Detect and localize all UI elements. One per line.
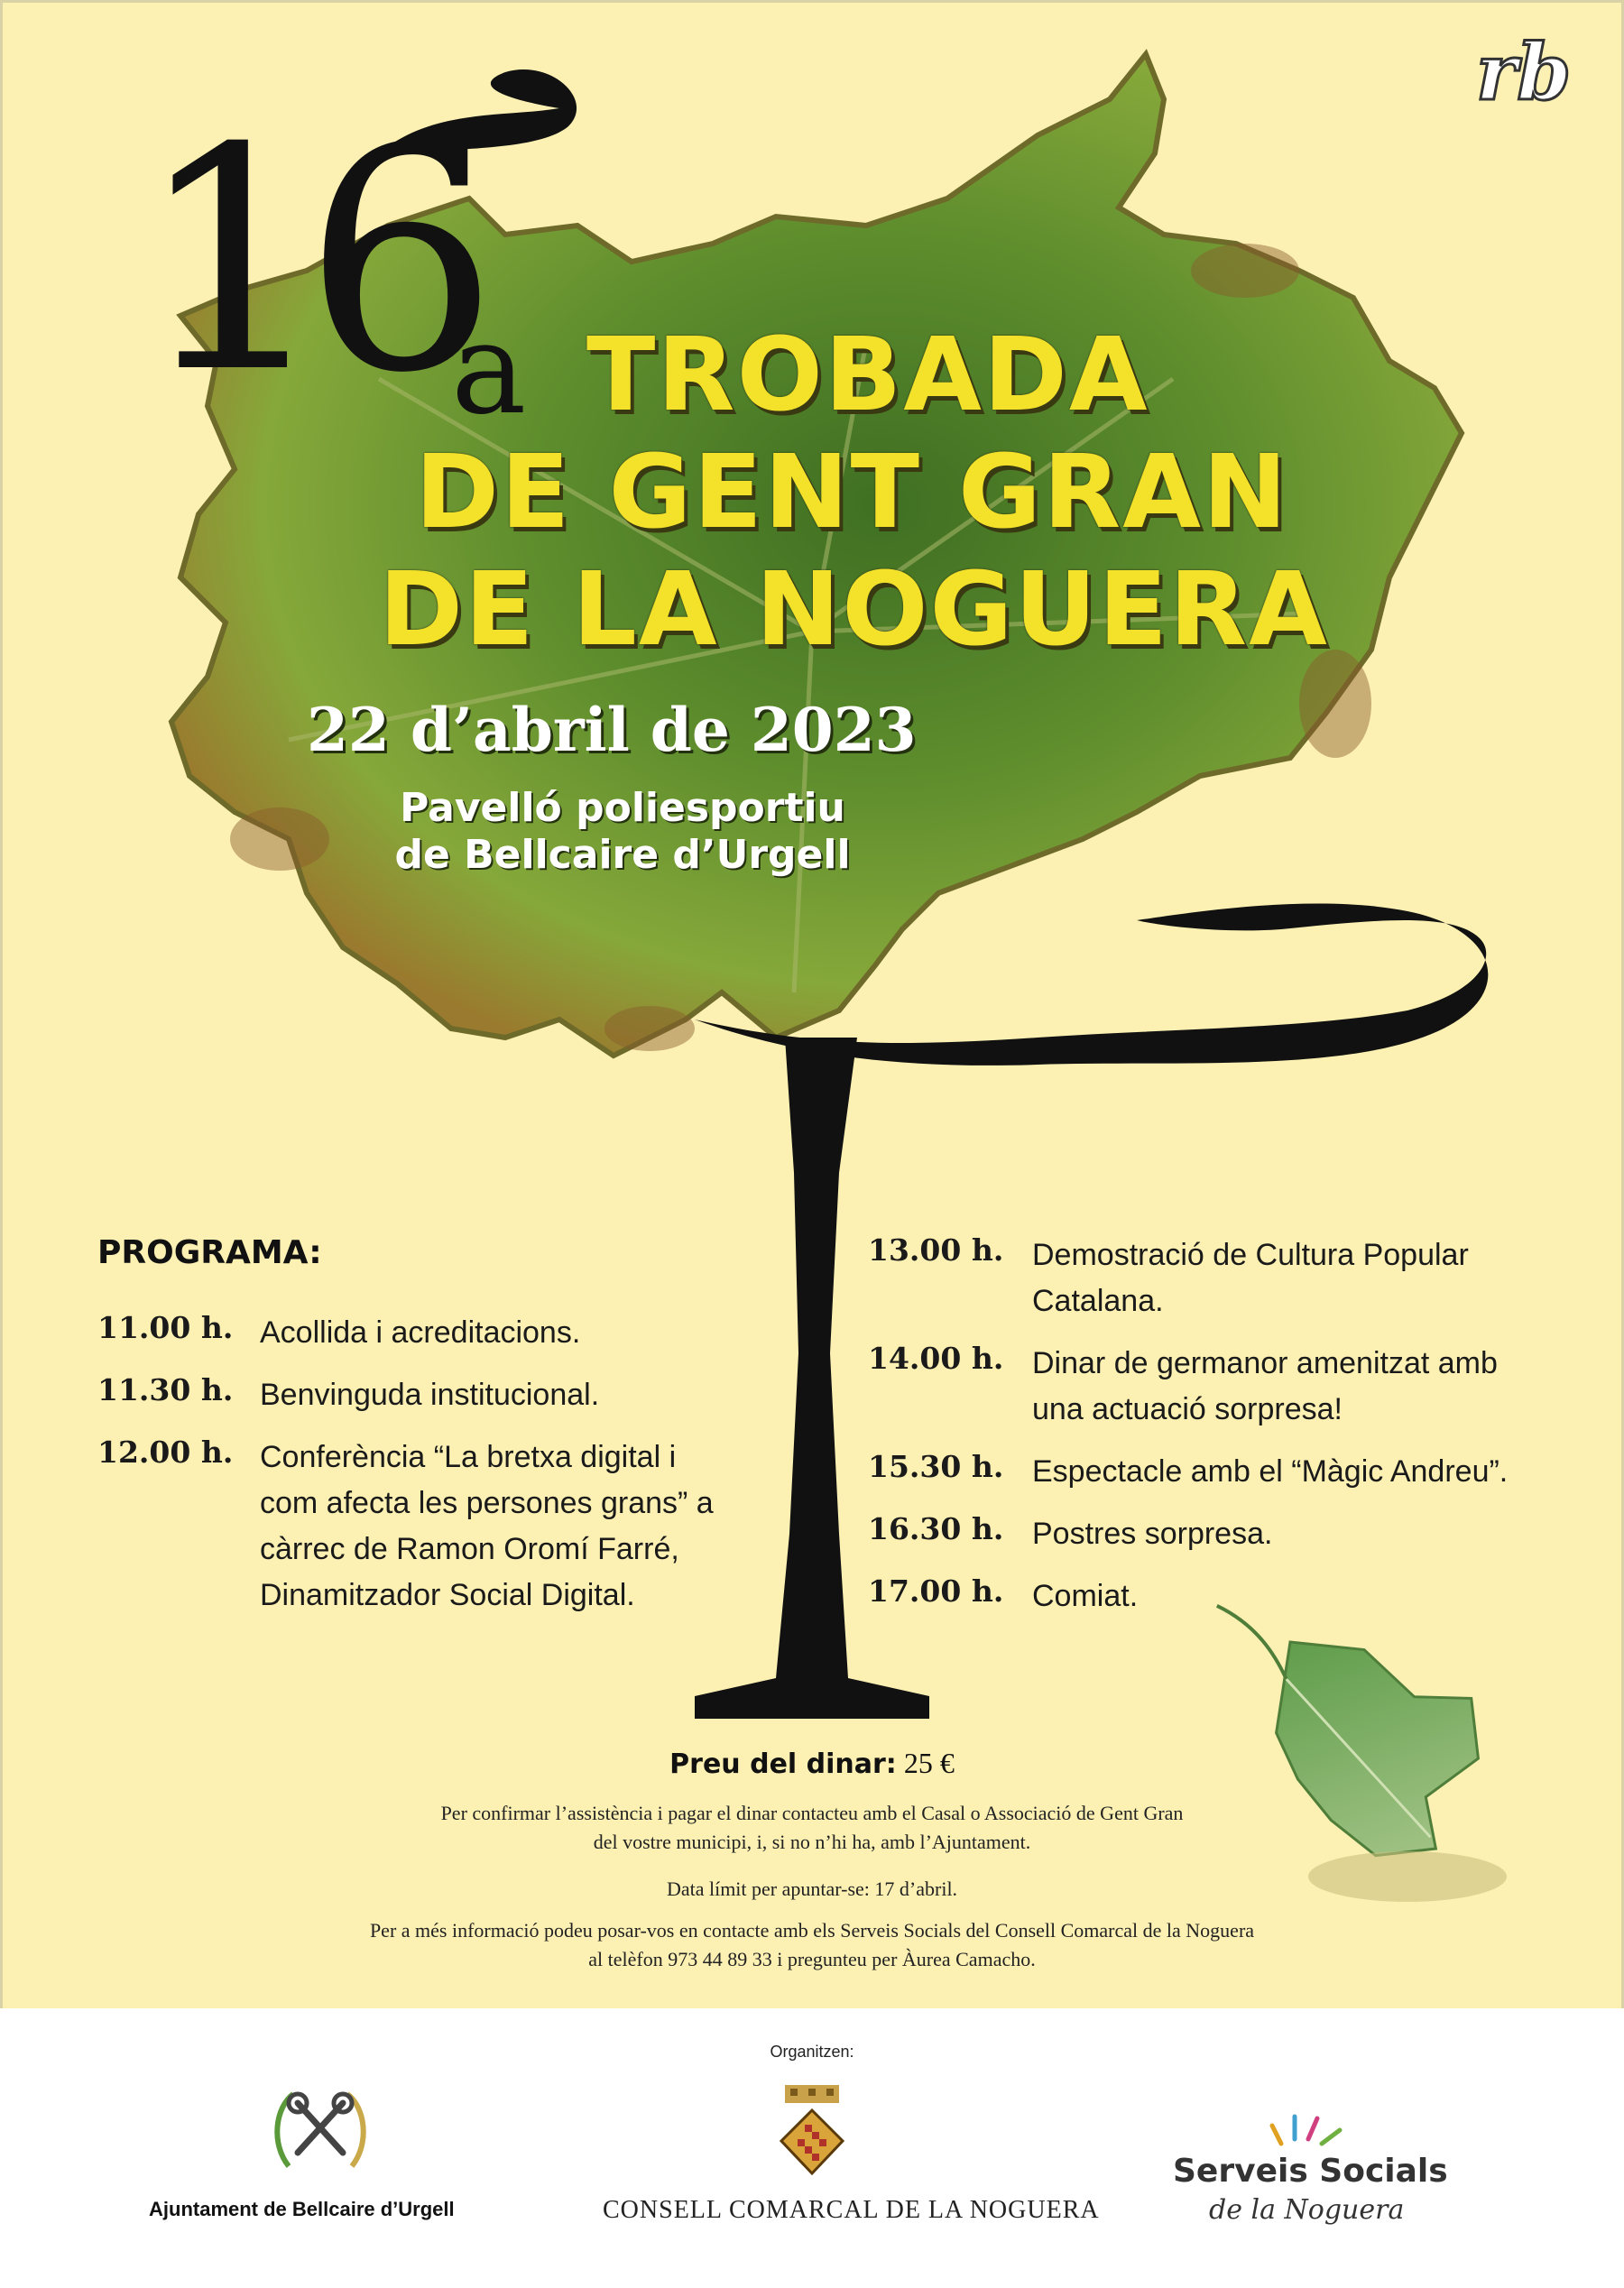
program-text: Postres sorpresa. <box>1032 1517 1273 1551</box>
program-title: PROGRAMA: <box>97 1234 322 1271</box>
program-item <box>868 1573 1590 1619</box>
org-serveis-socials-sub: de la Noguera <box>1209 2194 1405 2226</box>
footer-organizers <box>0 2008 1624 2288</box>
org-ajuntament-label: Ajuntament de Bellcaire d’Urgell <box>149 2198 455 2220</box>
lunch-price <box>0 1747 1624 1780</box>
more-line-2: al telèfon 973 44 89 33 i pregunteu per Àurea Camacho. <box>588 1947 1036 1970</box>
program-item <box>97 1435 783 1619</box>
program-item <box>97 1310 783 1356</box>
program-text: Benvinguda institucional. <box>260 1378 600 1412</box>
org-consell-label: CONSELL COMARCAL DE LA NOGUERA <box>603 2196 1100 2224</box>
title-line-3: DE LA NOGUERA <box>379 551 1329 669</box>
program-text: Acollida i acreditacions. <box>260 1315 581 1350</box>
program-time: 11.00 h. <box>97 1310 234 1345</box>
program-left-column <box>97 1310 783 1635</box>
program-item <box>868 1449 1590 1495</box>
program-text: Conferència “La bretxa digital i com afecta les persones grans” a càrrec de Ramon Oromí Farré, Dinamitzador Social Digital. <box>260 1440 714 1612</box>
title-line-2: DE GENT GRAN <box>415 434 1289 551</box>
organizers-label: Organitzen: <box>770 2043 854 2061</box>
program-time: 16.30 h. <box>868 1511 1004 1546</box>
program-time: 11.30 h. <box>97 1372 234 1407</box>
event-date: 22 d’abril de 2023 <box>307 695 917 765</box>
venue-line-1: Pavelló poliesportiu <box>400 785 845 831</box>
svg-text:rb: rb <box>1476 27 1572 117</box>
deadline-info: Data límit per apuntar-se: 17 d’abril. <box>666 1877 958 1900</box>
confirm-line-2: del vostre municipi, i, si no n’hi ha, amb l’Ajuntament. <box>593 1830 1031 1853</box>
program-time: 17.00 h. <box>868 1573 1004 1609</box>
program-time: 14.00 h. <box>868 1341 1004 1376</box>
program-text: Demostració de Cultura Popular Catalana. <box>1032 1238 1469 1318</box>
price-label: Preu del dinar: <box>669 1748 897 1780</box>
program-item <box>868 1341 1590 1433</box>
org-serveis-socials-label: Serveis Socials <box>1173 2153 1448 2190</box>
bellcaire-coat-of-arms-icon <box>271 2080 370 2180</box>
title-line-1: TROBADA <box>586 317 1149 434</box>
more-info <box>0 1916 1624 1974</box>
edition-suffix: a <box>451 296 527 443</box>
program-item <box>868 1511 1590 1557</box>
confirm-line-1: Per confirmar l’assistència i pagar el dinar contacteu amb el Casal o Associació de Gent Gran <box>440 1802 1184 1824</box>
program-text: Comiat. <box>1032 1579 1139 1613</box>
program-time: 15.30 h. <box>868 1449 1004 1484</box>
program-item <box>97 1372 783 1418</box>
program-right-column <box>868 1232 1590 1636</box>
corner-rb-logo <box>1469 27 1595 117</box>
program-text: Dinar de germanor amenitzat amb una actuació sorpresa! <box>1032 1346 1498 1426</box>
event-venue <box>370 785 875 879</box>
program-time: 13.00 h. <box>868 1232 1004 1268</box>
serveis-socials-sparkle-icon <box>1245 2099 1371 2153</box>
program-time: 12.00 h. <box>97 1435 234 1470</box>
venue-line-2: de Bellcaire d’Urgell <box>394 831 851 878</box>
price-value: 25 € <box>903 1747 955 1779</box>
more-line-1: Per a més informació podeu posar-vos en contacte amb els Serveis Socials del Consell Comarcal de la Noguera <box>369 1919 1255 1942</box>
consell-comarcal-shield-icon <box>778 2085 846 2184</box>
confirm-info <box>0 1799 1624 1857</box>
program-text: Espectacle amb el “Màgic Andreu”. <box>1032 1454 1509 1489</box>
program-item <box>868 1232 1590 1324</box>
rb-logo-icon <box>1469 27 1595 117</box>
edition-number: 16 <box>135 83 472 440</box>
